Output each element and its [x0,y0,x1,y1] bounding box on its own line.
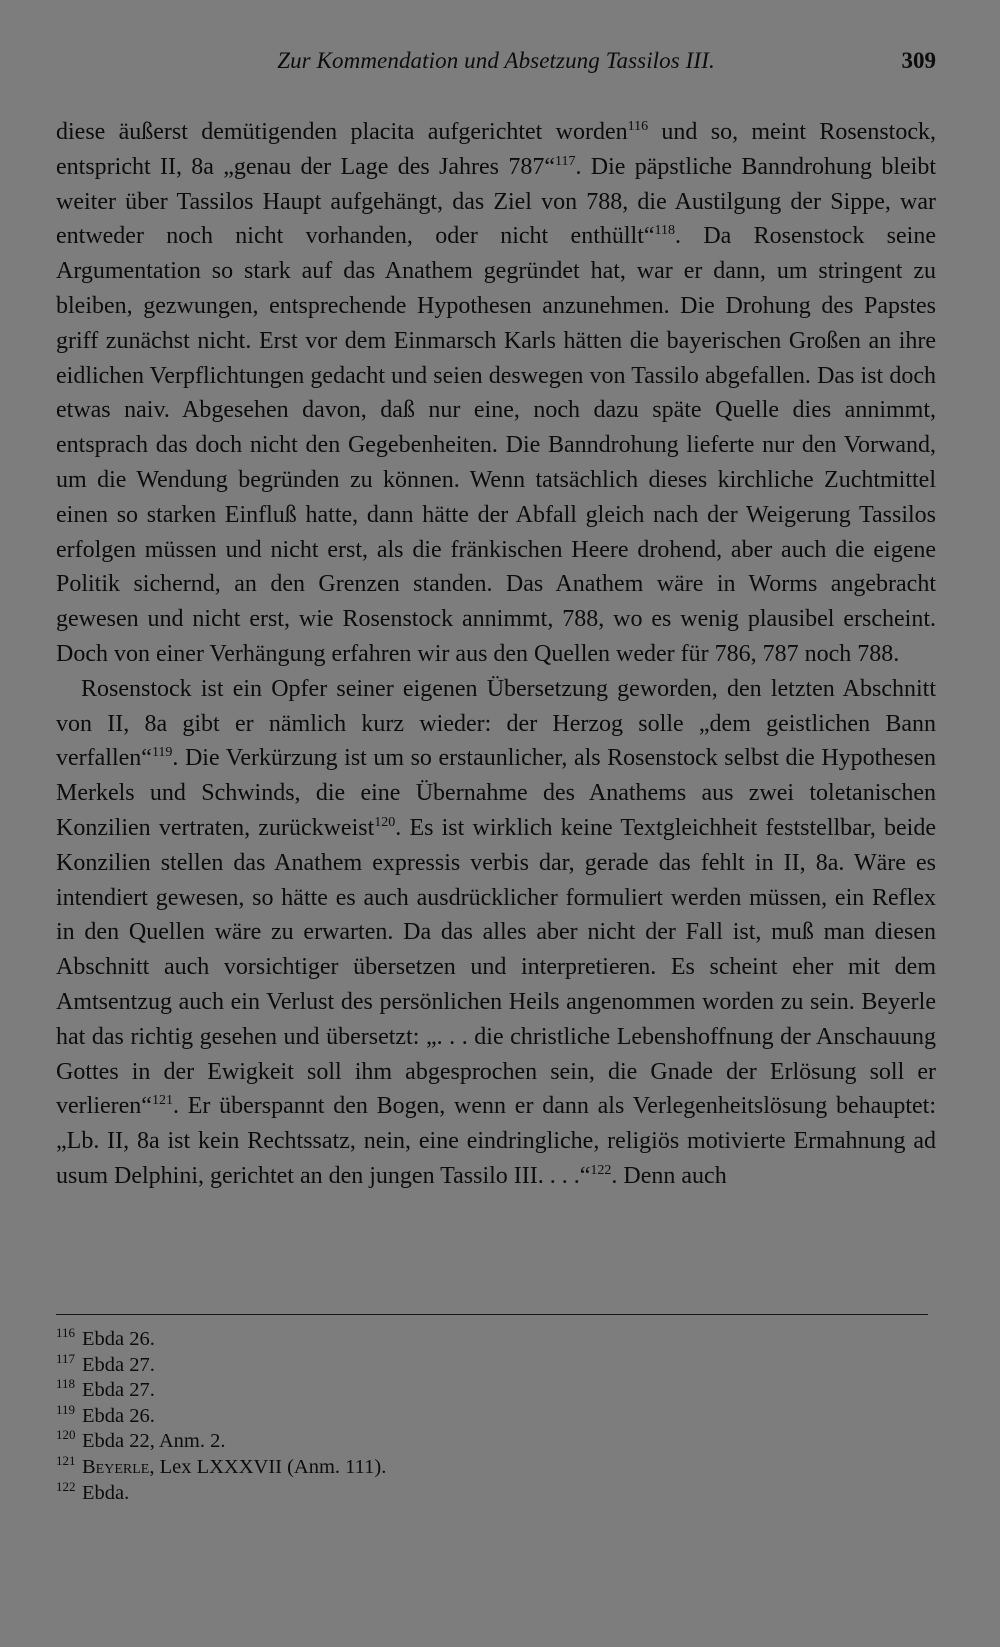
footnote-divider [56,1314,928,1315]
text-run: diese äußerst demütigenden placita aufgerichtet worden [56,119,628,145]
footnote-ref: 116 [627,119,649,134]
main-text [56,115,936,1194]
footnote-ref: 118 [654,223,676,239]
footnote: 122 Ebda. [56,1478,130,1504]
text-run: Rosenstock ist ein Opfer seiner eigenen Übersetzung geworden, den letzten Abschnitt von II, 8a gibt er nämlich kurz wieder: der Herzog solle „dem geistlichen Bann verfallen“ [56,675,936,772]
paragraph-2 [56,672,936,1194]
footnote-author: Beyerle [82,1455,150,1478]
paragraph-1 [56,115,936,672]
footnote-ref: 122 [590,1162,612,1178]
footnote: 118 Ebda 27. [56,1376,155,1402]
footnote-text: Ebda 27. [82,1353,155,1376]
page-header [56,48,936,82]
footnote-ref: 119 [151,745,173,761]
footnote-ref: 117 [555,153,576,169]
text-run: . Denn auch [611,1162,727,1189]
footnote-text: , Lex LXXXVII (Anm. 111). [149,1455,387,1478]
text-run: . Er überspannt den Bogen, wenn er dann als Verlegenheitslösung behauptet: „Lb. II, 8a ist kein Rechtssatz, nein, eine eindringliche, religiös motivierte Ermahnung ad usum Delphini, gerichtet an den jungen Tassilo III. . . .“ [56,1093,936,1189]
footnote: 121 Beyerle, Lex LXXXVII (Anm. 111). [56,1452,387,1478]
footnote-ref: 120 [374,814,396,830]
footnote-text: Ebda 26. [82,1328,155,1350]
footnote-text: Ebda 22, Anm. 2. [82,1430,226,1453]
text-run: . Die Verkürzung ist um so erstaunlicher, als Rosenstock selbst die Hypothesen Merkels und Schwinds, die eine Übernahme des Anathems aus zwei toletanischen Konzilien vertraten, zurückweist [56,745,936,841]
running-title: Zur Kommendation und Absetzung Tassilos III. [277,48,715,73]
page-number: 309 [901,48,936,73]
footnote-text: Ebda 26. [82,1404,155,1427]
text-run: . Da Rosenstock seine Argumentation so stark auf das Anathem gegründet hat, war er dann, um stringent zu bleiben, gezwungen, entsprechende Hypothesen anzunehmen. Die Drohung des Papstes griff zunächst nicht. Erst vor dem Einmarsch Karls hätten die bayerischen Großen an ihre eidlichen Verpflichtungen gedacht und seien deswegen von Tassilo abgefallen. Das ist doch etwas naiv. Abgesehen davon, daß nur eine, noch dazu späte Quelle dies annimmt, entsprach das doch nicht den Gegebenheiten. Die Banndrohung lieferte nur den Vorwand, um die Wendung begründen zu können. Wenn tatsächlich dieses kirchliche Zuchtmittel einen so starken Einfluß hatte, dann hätte der Abfall gleich nach der Weigerung Tassilos erfolgen müssen und nicht erst, als die fränkischen Heere drohend, aber auch die eigene Politik sichernd, an den Grenzen standen. Das Anathem wäre in Worms angebracht gewesen und nicht erst, wie Rosenstock annimmt, 788, wo es wenig plausibel erscheint. Doch von einer Verhängung erfahren wir aus den Quellen weder für 786, 787 noch 788. [56,223,936,667]
text-run: . Es ist wirklich keine Textgleichheit feststellbar, beide Konzilien stellen das Anathem expressis verbis dar, gerade das fehlt in II, 8a. Wäre es intendiert gewesen, so hätte es auch ausdrücklicher formuliert werden müssen, ein Reflex in den Quellen wäre zu erwarten. Da das alles aber nicht der Fall ist, muß man diesen Abschnitt auch vorsichtiger übersetzen und interpretieren. Es scheint eher mit dem Amtsentzug auch ein Verlust des persönlichen Heils angenommen worden zu sein. Beyerle hat das richtig gesehen und übersetzt: „. . . die christliche Lebenshoffnung der Anschauung Gottes in der Ewigkeit soll ihm abgesprochen sein, die Gnade der Erlösung soll er verlieren“ [56,814,936,1120]
footnote: 120 Ebda 22, Anm. 2. [56,1427,226,1453]
footnotes [56,1327,936,1506]
footnote-ref: 121 [151,1093,173,1109]
text-run: und so, meint Rosenstock, entspricht II, 8a „genau der Lage des Jahres 787“ [56,119,936,180]
footnote: 119 Ebda 26. [56,1401,155,1427]
footnote: 117 Ebda 27. [56,1350,155,1376]
footnote-text: Ebda 27. [82,1379,155,1402]
text-run: . Die päpstliche Banndrohung bleibt weiter über Tassilos Haupt aufgehängt, das Ziel von 788, die Austilgung der Sippe, war entweder noch nicht vorhanden, oder nicht enthüllt“ [56,153,937,250]
footnote-text: Ebda. [82,1481,130,1504]
footnote: 116 Ebda 26. [56,1325,155,1350]
